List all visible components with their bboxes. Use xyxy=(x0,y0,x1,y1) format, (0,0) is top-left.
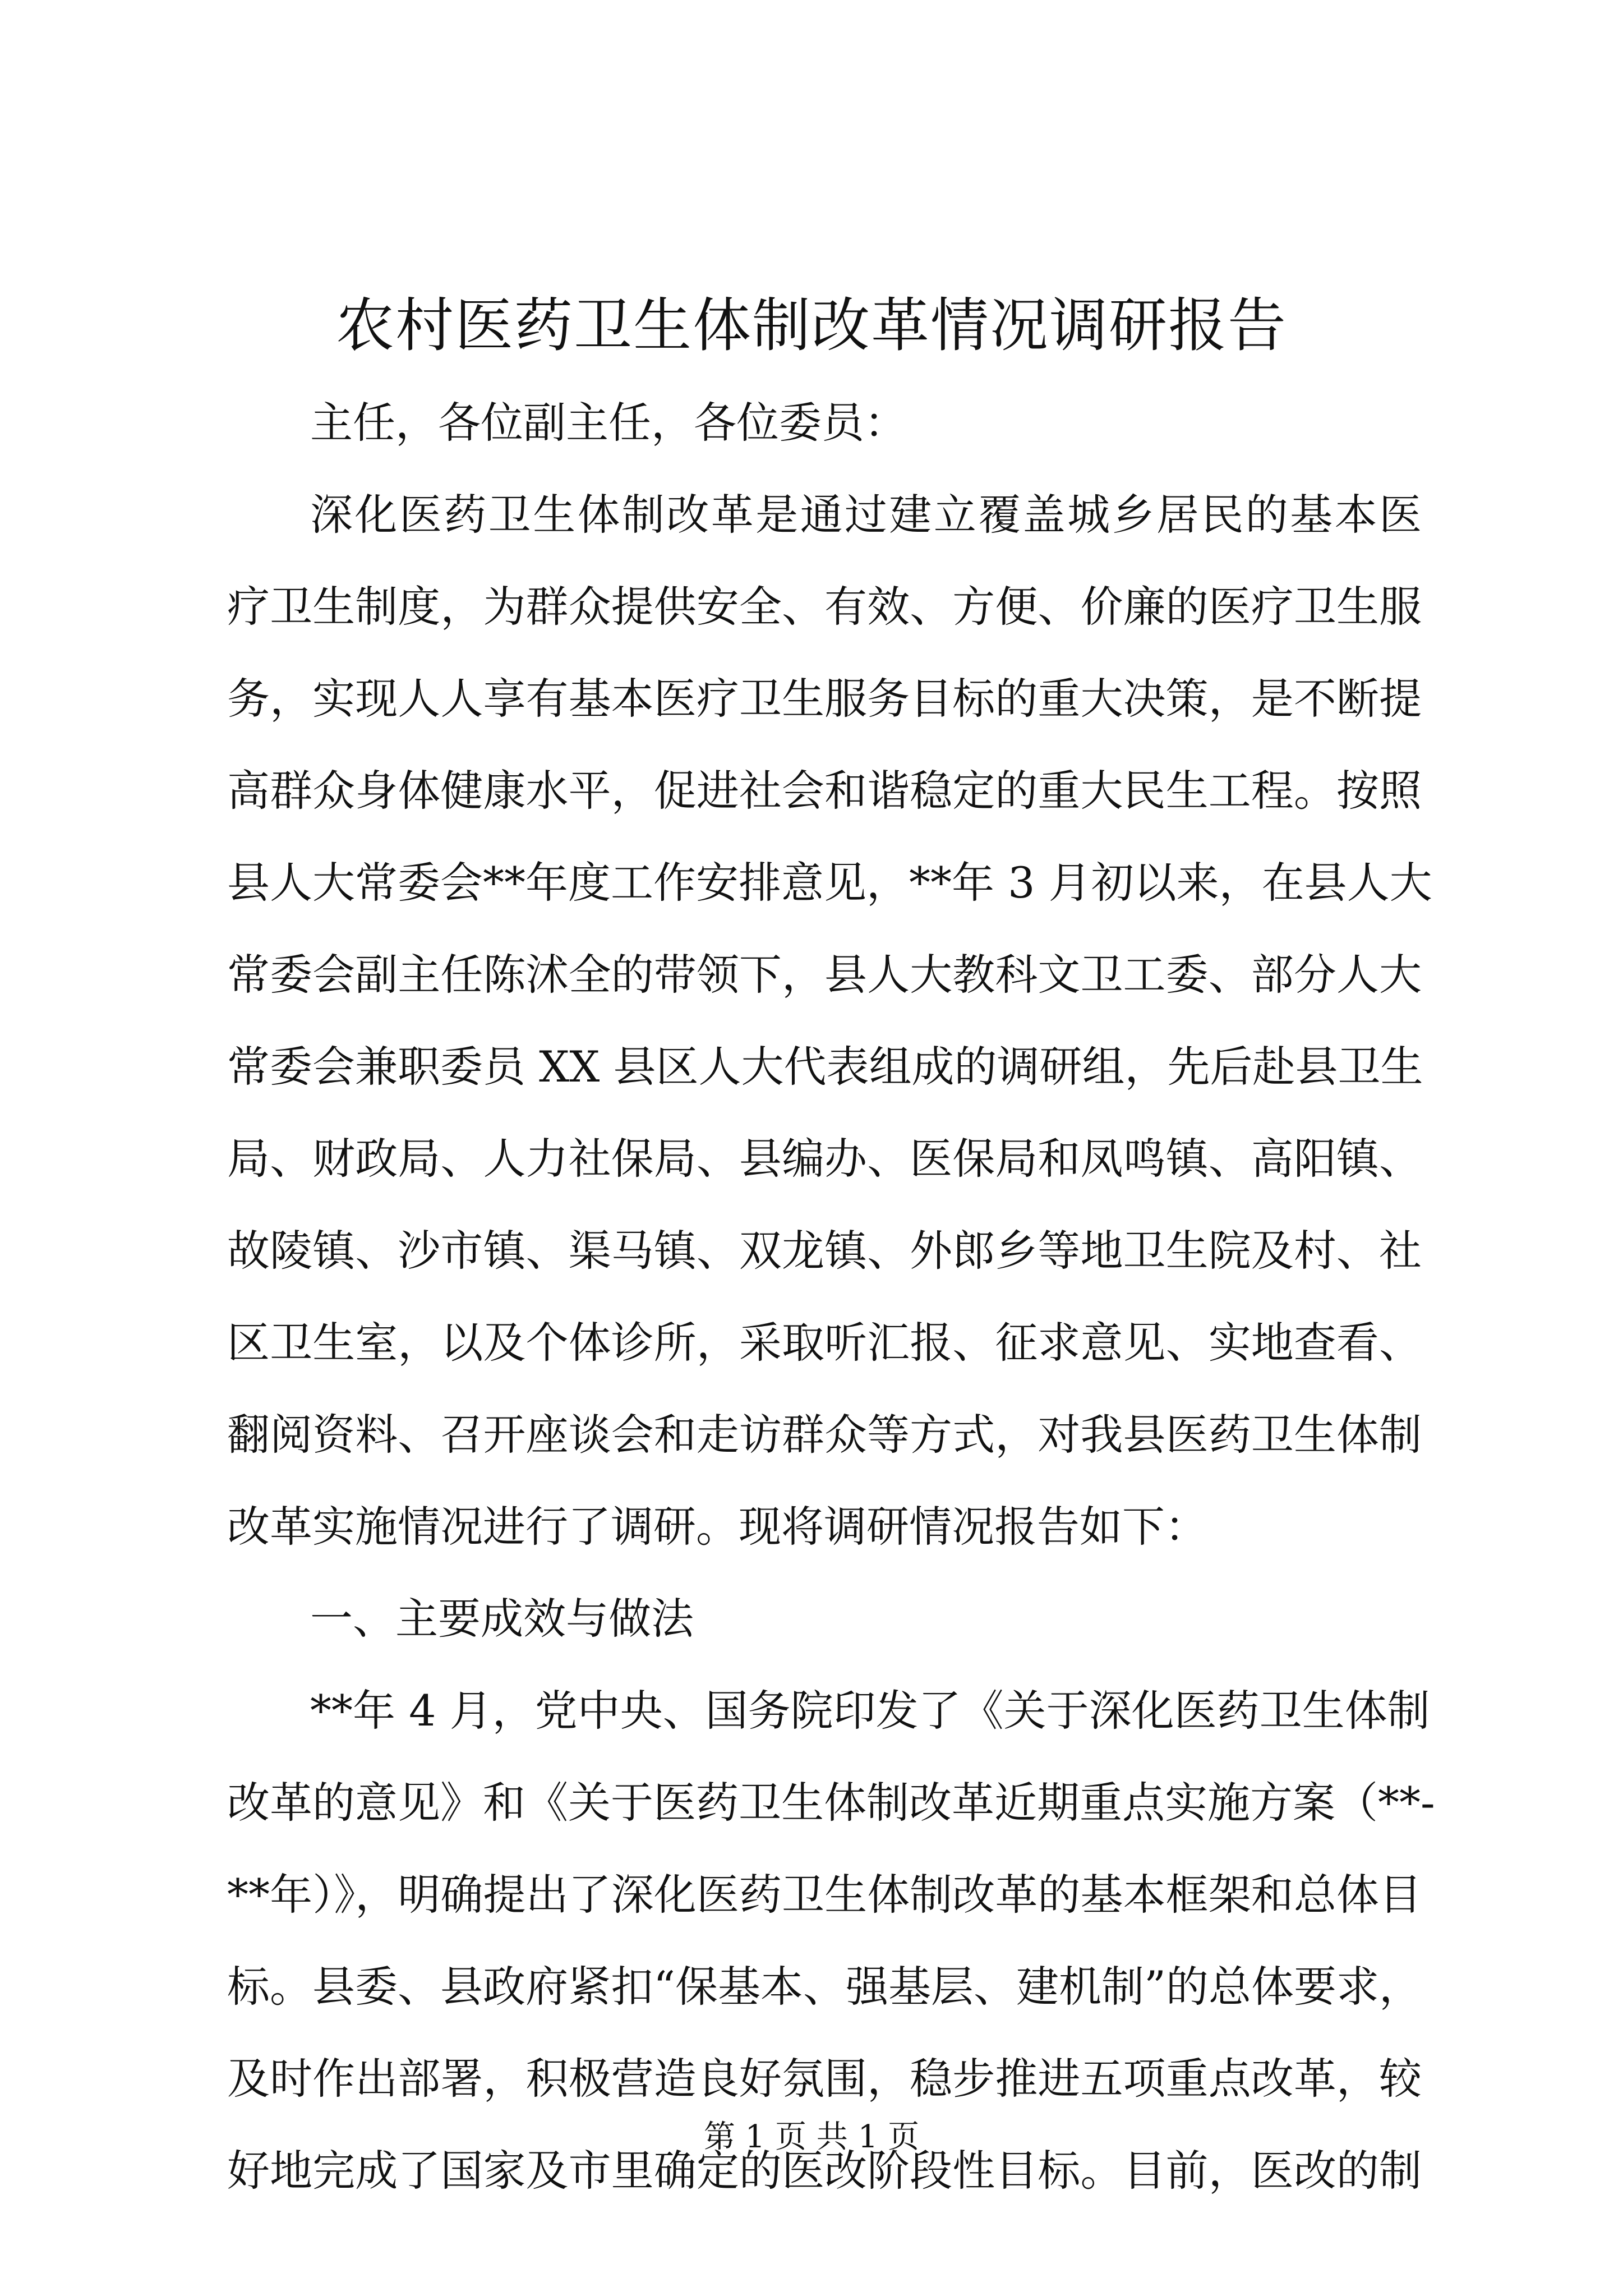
text-line: 务，实现人人享有基本医疗卫生服务目标的重大决策，是不断提 xyxy=(227,674,1422,724)
text-line: **年 4 月，党中央、国务院印发了《关于深化医药卫生体制 xyxy=(310,1686,1430,1736)
text-line: 常委会副主任陈沭全的带领下，县人大教科文卫工委、部分人大 xyxy=(227,950,1422,1000)
text-line: 改革实施情况进行了调研。现将调研情况报告如下： xyxy=(227,1502,1207,1552)
text-line: 改革的意见》和《关于医药卫生体制改革近期重点实施方案（**- xyxy=(227,1778,1435,1828)
text-line: 主任，各位副主任，各位委员： xyxy=(310,398,907,448)
text-line: 县人大常委会**年度工作安排意见，**年 3 月初以来，在县人大 xyxy=(227,858,1432,908)
text-line: 深化医药卫生体制改革是通过建立覆盖城乡居民的基本医 xyxy=(310,490,1422,540)
text-line: 故陵镇、沙市镇、渠马镇、双龙镇、外郎乡等地卫生院及村、社 xyxy=(227,1226,1422,1276)
text-line: **年）》，明确提出了深化医药卫生体制改革的基本框架和总体目 xyxy=(227,1870,1422,1920)
text-line: 一、主要成效与做法 xyxy=(310,1594,694,1644)
document-body xyxy=(227,377,1435,2217)
text-line: 区卫生室，以及个体诊所，采取听汇报、征求意见、实地查看、 xyxy=(227,1318,1422,1368)
text-line: 常委会兼职委员 XX 县区人大代表组成的调研组，先后赴县卫生 xyxy=(227,1042,1423,1092)
document-title: 农村医药卫生体制改革情况调研报告 xyxy=(335,291,1287,360)
text-line: 标。县委、县政府紧扣“保基本、强基层、建机制”的总体要求， xyxy=(227,1962,1422,2012)
text-line: 翻阅资料、召开座谈会和走访群众等方式，对我县医药卫生体制 xyxy=(227,1410,1422,1460)
text-line: 局、财政局、人力社保局、县编办、医保局和凤鸣镇、高阳镇、 xyxy=(227,1134,1422,1184)
text-line: 及时作出部署，积极营造良好氛围，稳步推进五项重点改革，较 xyxy=(227,2054,1422,2104)
text-line: 高群众身体健康水平，促进社会和谐稳定的重大民生工程。按照 xyxy=(227,766,1422,816)
page-footer: 第 1 页 共 1 页 xyxy=(703,2119,920,2155)
text-line: 疗卫生制度，为群众提供安全、有效、方便、价廉的医疗卫生服 xyxy=(227,582,1422,632)
text-line: 好地完成了国家及市里确定的医改阶段性目标。目前，医改的制 xyxy=(227,2146,1422,2196)
